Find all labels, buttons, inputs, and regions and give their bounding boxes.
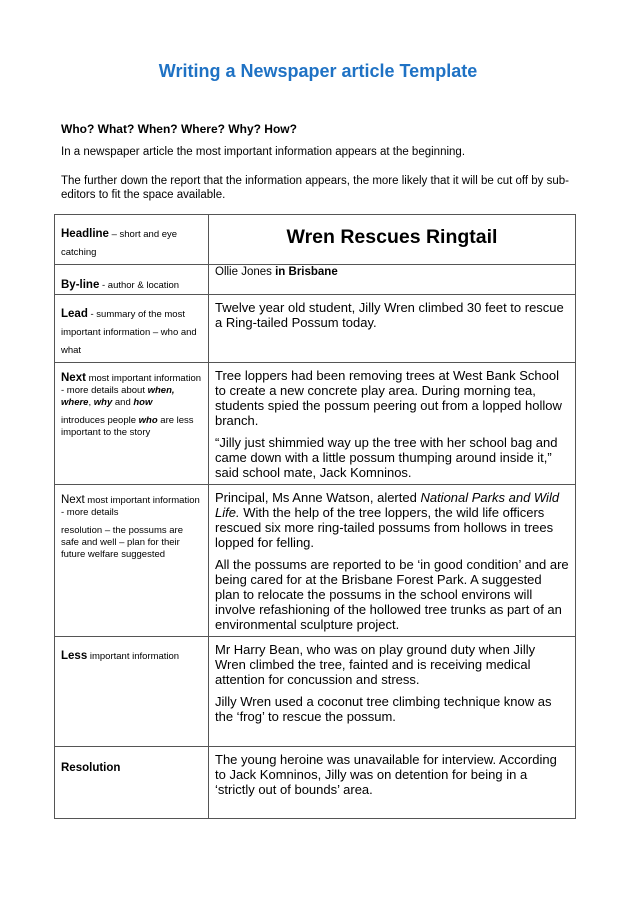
content-cell-less <box>209 637 576 747</box>
label-cell-resolution <box>55 747 209 819</box>
content-cell-headline <box>209 215 576 265</box>
next-2-paragraph-2: All the possums are reported to be ‘in good condition’ and are being cared for at the Brisbane Forest Park. A suggested plan to relocate the possums in the school environs will involve refashioning of the hollowed tree trunks as part of an environmental sculpture project. <box>215 557 569 632</box>
table-row-headline <box>55 215 576 265</box>
label-less-note: important information <box>87 651 180 662</box>
byline-author: Ollie Jones <box>215 266 272 278</box>
label-byline: By-line <box>61 279 100 291</box>
content-cell-lead <box>209 295 576 363</box>
label-cell-next-1 <box>55 363 209 485</box>
table-row-less <box>55 637 576 747</box>
less-paragraph-1: Mr Harry Bean, who was on play ground duty when Jilly Wren climbed the tree, fainted and is receiving medical attention for concussion and stress. <box>215 642 536 687</box>
content-cell-next-2 <box>209 485 576 637</box>
label-lead: Lead <box>61 308 88 320</box>
content-cell-next-1 <box>209 363 576 485</box>
document-title: Writing a Newspaper article Template <box>158 61 478 81</box>
intro-paragraph-1: In a newspaper article the most important information appears at the beginning. <box>61 146 466 158</box>
resolution-paragraph: The young heroine was unavailable for interview. According to Jack Komninos, Jilly was on detention for being in a ‘strictly out of bounds’ area. <box>215 752 557 797</box>
label-next-2: Next most important information - more details <box>61 494 200 518</box>
lead-paragraph: Twelve year old student, Jilly Wren climbed 30 feet to rescue a Ring-tailed Possum today. <box>215 300 564 330</box>
label-byline-note: - author & location <box>99 280 180 291</box>
article-template-table <box>54 214 576 819</box>
label-cell-less <box>55 637 209 747</box>
next-2-paragraph-1: Principal, Ms Anne Watson, alerted National Parks and Wild Life. With the help of the tree loppers, the wild life officers rescued six more ring-tailed possums from hollows in trees lopped for felling. <box>215 490 560 550</box>
next-1-paragraph-1: Tree loppers had been removing trees at West Bank School to create a new concrete play area. During morning tea, students spied the possum peering out from a lopped hollow branch. <box>215 368 562 428</box>
next-1-paragraph-2: “Jilly just shimmied way up the tree with her school bag and came down with a little possum thumping around inside it,” said school mate, Jack Komninos. <box>215 435 558 480</box>
less-paragraph-2: Jilly Wren used a coconut tree climbing technique know as the ‘frog’ to rescue the possum. <box>215 694 552 724</box>
table-row-next-1 <box>55 363 576 485</box>
label-cell-headline <box>55 215 209 265</box>
article-headline: Wren Rescues Ringtail <box>286 226 498 248</box>
label-less: Less <box>61 650 88 662</box>
table-row-resolution <box>55 747 576 819</box>
article-byline <box>215 266 569 278</box>
table-row-next-2 <box>55 485 576 637</box>
label-next-1-people: introduces people who are less important to the story <box>61 415 194 438</box>
label-resolution: Resolution <box>61 762 121 774</box>
content-cell-byline <box>209 265 576 295</box>
intro-paragraph-2: The further down the report that the information appears, the more likely that it will be cut off by sub-editors to fit the space available. <box>61 175 569 201</box>
table-row-byline <box>55 265 576 295</box>
label-headline-note: – short and eye catching <box>61 229 178 258</box>
label-headline: Headline <box>61 228 109 240</box>
content-cell-resolution <box>209 747 576 819</box>
questions-subheading: Who? What? When? Where? Why? How? <box>61 122 297 136</box>
label-next-1: Next most important information - more details about when, where, why and how <box>61 372 202 408</box>
label-next-2-resolution: resolution – the possums are safe and well – plan for their future welfare suggested <box>61 525 183 560</box>
table-row-lead <box>55 295 576 363</box>
label-cell-byline <box>55 265 209 295</box>
label-lead-note: - summary of the most important information – who and what <box>61 309 197 356</box>
label-cell-lead <box>55 295 209 363</box>
byline-location: in Brisbane <box>275 266 338 278</box>
label-cell-next-2 <box>55 485 209 637</box>
